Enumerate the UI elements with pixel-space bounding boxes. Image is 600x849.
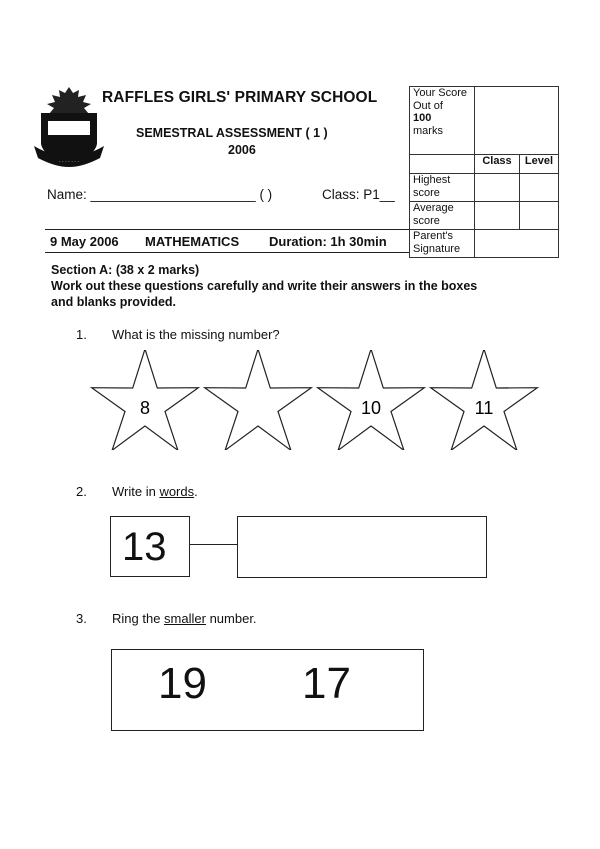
average-score-label: Average score [410,202,475,230]
section-title: Section A: (38 x 2 marks) [51,263,200,277]
parent-signature-label: Parent's Signature [410,230,475,258]
highest-score-label: Highest score [410,174,475,202]
assessment-year: 2006 [228,143,256,157]
section-heading [51,262,501,310]
blank-header-cell [410,155,475,174]
question-2-text: Write in words. [112,484,198,499]
exam-info-bar [45,229,409,253]
answer-box-words[interactable] [237,516,487,578]
option-number[interactable]: 17 [302,659,351,708]
class-field[interactable]: Class: P1__ [322,187,395,202]
star-number: 8 [139,398,151,418]
class-column-header: Class [475,155,520,174]
average-class-cell[interactable] [475,202,520,230]
question-1-text: What is the missing number? [112,327,280,342]
exam-subject: MATHEMATICS [145,234,240,249]
question-2-number: 2. [76,484,87,499]
level-column-header: Level [520,155,559,174]
parent-signature-cell[interactable] [475,230,559,258]
connector-line [190,544,237,545]
question-3-text: Ring the smaller number. [112,611,257,626]
star-number: 11 [474,398,494,418]
your-score-cell[interactable] [475,87,559,155]
average-level-cell[interactable] [520,202,559,230]
star-shape[interactable] [205,350,312,450]
stars-row [88,350,548,450]
your-score-label: Your Score Out of 100 marks [410,87,475,155]
highest-class-cell[interactable] [475,174,520,202]
school-crest-logo [33,86,105,168]
exam-duration: Duration: 1h 30min [269,234,387,249]
svg-text:· · · · · · ·: · · · · · · · [59,159,79,165]
assessment-title: SEMESTRAL ASSESSMENT ( 1 ) [136,126,328,140]
number-options-box [111,649,424,731]
highest-level-cell[interactable] [520,174,559,202]
question-1-number: 1. [76,327,87,342]
given-number: 13 [122,525,167,569]
section-instructions: Work out these questions carefully and write their answers in the boxes and blanks provided. [51,279,478,309]
option-number[interactable]: 19 [158,659,207,708]
question-3-number: 3. [76,611,87,626]
name-field[interactable]: Name: ______________________ ( ) [47,187,273,202]
exam-date: 9 May 2006 [50,234,119,249]
given-number-box [110,516,190,577]
star-number: 10 [360,398,382,418]
score-table [409,86,559,258]
school-name: RAFFLES GIRLS' PRIMARY SCHOOL [102,89,378,106]
